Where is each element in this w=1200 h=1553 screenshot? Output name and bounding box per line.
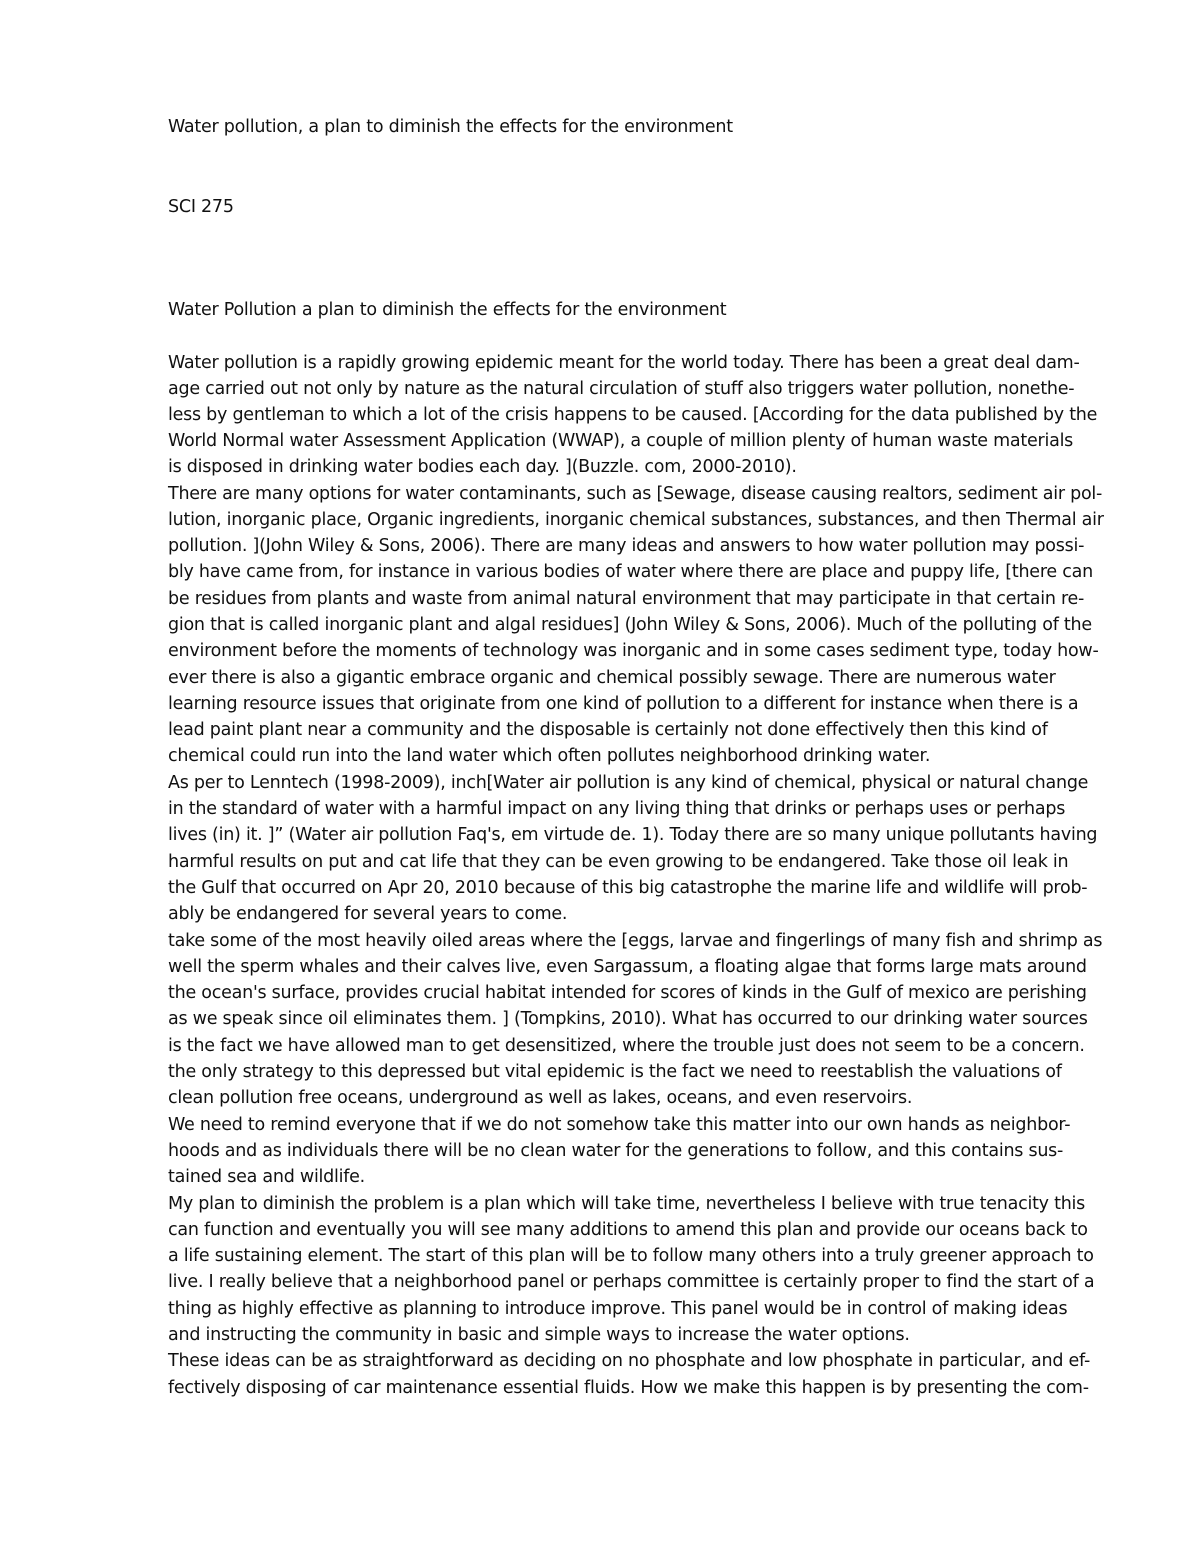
body-line: Water pollution is a rapidly growing epidemic meant for the world today. There has been a great deal dam- [168, 353, 1080, 373]
body-line: As per to Lenntech (1998-2009), inch[Water air pollution is any kind of chemical, physical or natural change [168, 773, 1089, 793]
body-line: tained sea and wildlife. [168, 1167, 365, 1187]
body-line: live. I really believe that a neighborhood panel or perhaps committee is certainly proper to find the start of a [168, 1272, 1095, 1292]
body-line: the only strategy to this depressed but vital epidemic is the fact we need to reestablish the valuations of [168, 1062, 1062, 1082]
document-title: Water pollution, a plan to diminish the effects for the environment [168, 117, 733, 137]
essay-heading: Water Pollution a plan to diminish the effects for the environment [168, 300, 727, 320]
body-line: lead paint plant near a community and the disposable is certainly not done effectively then this kind of [168, 720, 1048, 740]
body-line: learning resource issues that originate from one kind of pollution to a different for instance when there is a [168, 694, 1079, 714]
body-line: pollution. ](John Wiley & Sons, 2006). There are many ideas and answers to how water pollution may possi- [168, 536, 1085, 556]
body-line: lution, inorganic place, Organic ingredients, inorganic chemical substances, substances, and then Thermal air [168, 510, 1104, 530]
body-line: as we speak since oil eliminates them. ] (Tompkins, 2010). What has occurred to our drinking water sources [168, 1009, 1088, 1029]
body-line: the ocean's surface, provides crucial habitat intended for scores of kinds in the Gulf of mexico are perishing [168, 983, 1087, 1003]
body-line: bly have came from, for instance in various bodies of water where there are place and puppy life, [there can [168, 562, 1093, 582]
body-line: lives (in) it. ]” (Water air pollution Faq's, em virtude de. 1). Today there are so many unique pollutants having [168, 825, 1098, 845]
body-line: ever there is also a gigantic embrace organic and chemical possibly sewage. There are numerous water [168, 668, 1056, 688]
body-line: thing as highly effective as planning to introduce improve. This panel would be in control of making ideas [168, 1299, 1068, 1319]
body-line: clean pollution free oceans, underground as well as lakes, oceans, and even reservoirs. [168, 1088, 913, 1108]
body-line: can function and eventually you will see many additions to amend this plan and provide our oceans back to [168, 1220, 1088, 1240]
body-line: be residues from plants and waste from animal natural environment that may participate in that certain re- [168, 589, 1085, 609]
body-line: take some of the most heavily oiled areas where the [eggs, larvae and fingerlings of many fish and shrimp as [168, 931, 1103, 951]
body-line: the Gulf that occurred on Apr 20, 2010 because of this big catastrophe the marine life and wildlife will prob- [168, 878, 1088, 898]
body-line: fectively disposing of car maintenance essential fluids. How we make this happen is by presenting the com- [168, 1378, 1089, 1398]
body-line: age carried out not only by nature as the natural circulation of stuff also triggers water pollution, nonethe- [168, 379, 1075, 399]
body-line: harmful results on put and cat life that they can be even growing to be endangered. Take those oil leak in [168, 852, 1069, 872]
body-line: a life sustaining element. The start of this plan will be to follow many others into a truly greener approach to [168, 1246, 1094, 1266]
body-line: gion that is called inorganic plant and algal residues] (John Wiley & Sons, 2006). Much of the polluting of the [168, 615, 1092, 635]
body-line: is disposed in drinking water bodies each day. ](Buzzle. com, 2000-2010). [168, 457, 797, 477]
body-line: hoods and as individuals there will be no clean water for the generations to follow, and this contains sus- [168, 1141, 1064, 1161]
body-line: ably be endangered for several years to come. [168, 904, 568, 924]
body-line: is the fact we have allowed man to get desensitized, where the trouble just does not seem to be a concern. [168, 1036, 1085, 1056]
body-line: World Normal water Assessment Application (WWAP), a couple of million plenty of human waste materials [168, 431, 1074, 451]
body-line: less by gentleman to which a lot of the crisis happens to be caused. [According for the data published by the [168, 405, 1098, 425]
body-line: There are many options for water contaminants, such as [Sewage, disease causing realtors, sediment air pol- [168, 484, 1103, 504]
body-line: environment before the moments of technology was inorganic and in some cases sediment type, today how- [168, 641, 1099, 661]
body-line: We need to remind everyone that if we do not somehow take this matter into our own hands as neighbor- [168, 1115, 1071, 1135]
body-line: in the standard of water with a harmful impact on any living thing that drinks or perhaps uses or perhaps [168, 799, 1066, 819]
body-line: These ideas can be as straightforward as deciding on no phosphate and low phosphate in particular, and ef- [168, 1351, 1091, 1371]
body-line: well the sperm whales and their calves live, even Sargassum, a floating algae that forms large mats around [168, 957, 1087, 977]
body-line: My plan to diminish the problem is a plan which will take time, nevertheless I believe with true tenacity this [168, 1194, 1086, 1214]
course-code: SCI 275 [168, 197, 234, 217]
body-line: chemical could run into the land water which often pollutes neighborhood drinking water. [168, 746, 931, 766]
body-line: and instructing the community in basic and simple ways to increase the water options. [168, 1325, 910, 1345]
